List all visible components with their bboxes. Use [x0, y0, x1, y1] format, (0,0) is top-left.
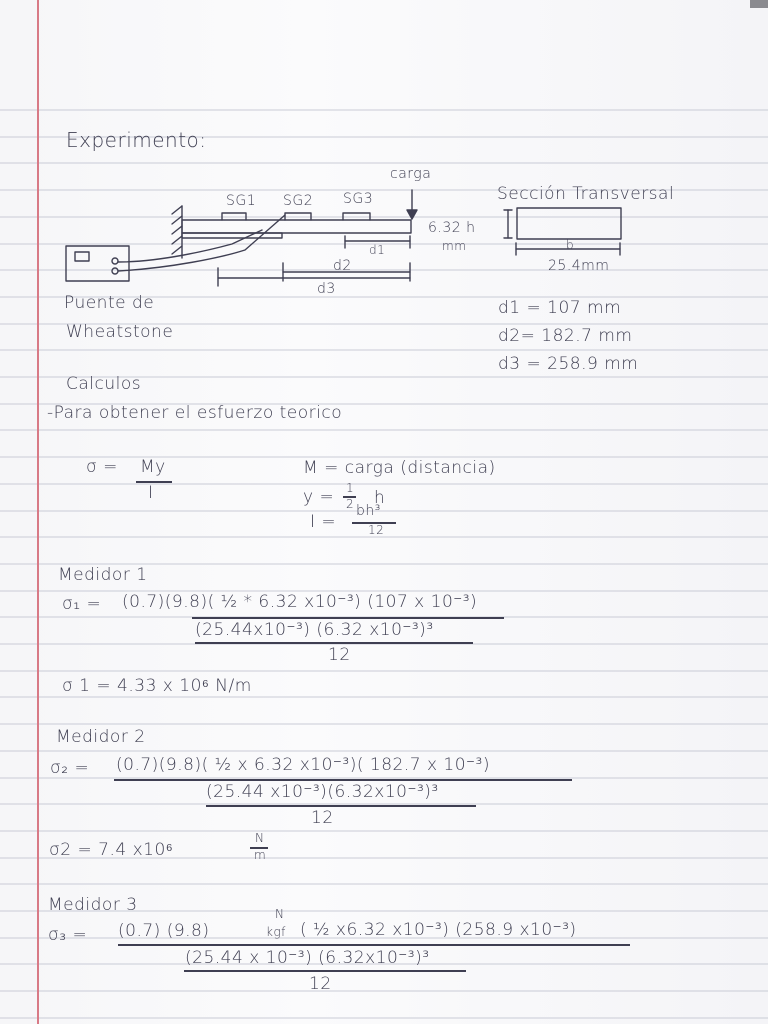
label-bridge-line1: Puente de [64, 293, 155, 313]
sg2-mark [285, 213, 311, 220]
wire-1 [118, 230, 262, 262]
medidor-1-numerator: (0.7)(9.8)( ½ * 6.32 x10⁻³) (107 x 10⁻³) [122, 592, 478, 612]
label-load: carga [390, 166, 432, 182]
formula-y-frac-den: 2 [346, 497, 355, 511]
formula-sigma-bar [136, 481, 172, 483]
formula-sigma-num: My [140, 457, 166, 477]
medidor-2-result-unit-num: N [255, 831, 265, 845]
formula-y-lhs: y = [303, 487, 335, 507]
label-height-unit: mm [442, 239, 467, 253]
label-sg1: SG1 [226, 193, 257, 209]
label-height: 6.32 h [428, 220, 476, 236]
medidor-3-denominator: (25.44 x 10⁻³) (6.32x10⁻³)³ [185, 948, 430, 968]
medidor-3-divisor: 12 [309, 974, 332, 994]
medidor-2-fraction-bar [114, 779, 572, 781]
medidor-2-result: σ2 = 7.4 x10⁶ [49, 840, 174, 860]
wall-hatch [172, 206, 182, 214]
medidor-1-title: Medidor 1 [58, 565, 148, 585]
medidor-1-fraction-bar-2 [195, 642, 473, 644]
distance-d2: d2= 182.7 mm [498, 326, 633, 346]
label-section-title: Sección Transversal [497, 184, 675, 204]
label-sg2: SG2 [283, 193, 314, 209]
beam [182, 220, 411, 233]
medidor-3-numerator-a: (0.7) (9.8) [118, 921, 210, 941]
distance-d3: d3 = 258.9 mm [498, 354, 639, 374]
wheatstone-box [66, 246, 129, 281]
medidor-2-divisor: 12 [311, 808, 334, 828]
calculos-title: Calculos [66, 374, 142, 394]
distance-d1: d1 = 107 mm [498, 298, 622, 318]
formula-y-rhs: h [374, 488, 386, 508]
medidor-2-title: Medidor 2 [56, 727, 146, 747]
sg3-mark [343, 213, 370, 220]
beam-clamp [182, 233, 282, 238]
formula-sigma-den: I [148, 483, 154, 503]
medidor-3-numerator-unit: N [275, 907, 285, 921]
medidor-3-numerator-unit-sub: kgf [266, 925, 286, 939]
label-d2: d2 [333, 258, 352, 274]
medidor-1-result: σ 1 = 4.33 x 10⁶ N/m [62, 676, 252, 696]
medidor-2-denominator: (25.44 x10⁻³)(6.32x10⁻³)³ [206, 782, 439, 802]
wheatstone-display [75, 252, 89, 261]
label-section-width: 25.4mm [548, 258, 610, 274]
heading-experimento: Experimento: [66, 128, 207, 152]
medidor-2-numerator: (0.7)(9.8)( ½ x 6.32 x10⁻³)( 182.7 x 10⁻³) [116, 755, 490, 775]
label-d3: d3 [317, 281, 336, 297]
label-section-b: b [566, 238, 575, 252]
cross-section-rect [517, 208, 621, 239]
medidor-3-fraction-bar [118, 944, 630, 946]
medidor-1-fraction-bar [192, 617, 504, 619]
label-d1: d1 [369, 243, 386, 257]
medidor-2-lhs: σ₂ = [50, 758, 90, 778]
wheatstone-terminal-bottom [112, 268, 118, 274]
medidor-3-title: Medidor 3 [48, 895, 138, 915]
formula-I-num: bh³ [356, 503, 381, 519]
medidor-1-divisor: 12 [328, 645, 351, 665]
medidor-2-result-unit-den: m [254, 848, 267, 862]
formula-M-def: M = carga (distancia) [303, 458, 496, 478]
calculos-subtitle: -Para obtener el esfuerzo teorico [47, 403, 343, 423]
label-sg3: SG3 [343, 191, 374, 207]
medidor-3-fraction-bar-2 [184, 970, 466, 972]
beam-diagram [0, 0, 768, 320]
medidor-3-numerator-b: ( ½ x6.32 x10⁻³) (258.9 x10⁻³) [300, 920, 577, 940]
medidor-1-lhs: σ₁ = [62, 594, 102, 614]
medidor-1-denominator: (25.44x10⁻³) (6.32 x10⁻³)³ [195, 620, 434, 640]
formula-I-lhs: I = [310, 512, 337, 532]
formula-I-den: 12 [368, 523, 385, 537]
formula-sigma-lhs: σ = [86, 457, 118, 477]
label-bridge-line2: Wheatstone [66, 322, 174, 342]
wheatstone-terminal-top [112, 258, 118, 264]
medidor-2-fraction-bar-2 [206, 805, 476, 807]
sg1-mark [222, 213, 246, 220]
formula-y-frac-num: 1 [346, 481, 355, 495]
wire-2 [118, 215, 285, 271]
medidor-3-lhs: σ₃ = [48, 925, 88, 945]
